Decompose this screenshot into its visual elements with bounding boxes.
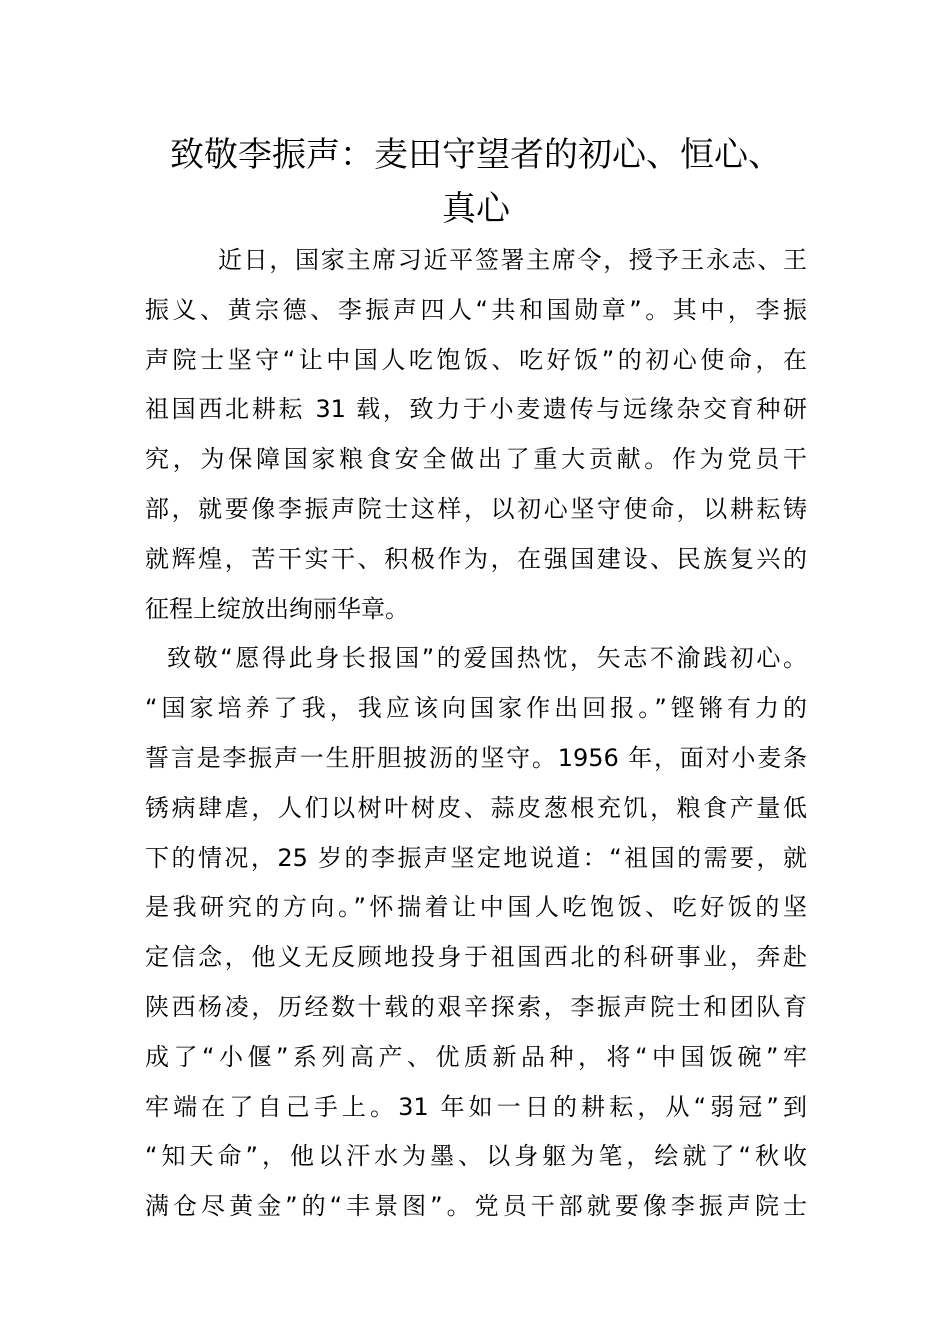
- text-line: 声院士坚守“让中国人吃饱饭、吃好饭”的初心使命，在: [145, 345, 807, 374]
- text-line: 振义、黄宗德、李振声四人“共和国勋章”。其中，李振: [145, 295, 807, 324]
- text-line: 祖国西北耕耘 31 载，致力于小麦遗传与远缘杂交育种研: [145, 395, 807, 424]
- text-line: 近日，国家主席习近平签署主席令，授予王永志、王: [218, 246, 807, 274]
- text-line: 成了“小偃”系列高产、优质新品种，将“中国饭碗”牢: [145, 1042, 807, 1071]
- document-title: [145, 128, 807, 236]
- text-line: 定信念，他义无反顾地投身于祖国西北的科研事业，奔赴: [145, 943, 807, 972]
- text-line: 究，为保障国家粮食安全做出了重大贡献。作为党员干: [145, 445, 807, 474]
- text-line: 满仓尽黄金”的“丰景图”。党员干部就要像李振声院士: [145, 1192, 807, 1221]
- text-line: 征程上绽放出绚丽华章。: [145, 594, 409, 623]
- text-line: 锈病肆虐，人们以树叶树皮、蒜皮葱根充饥，粮食产量低: [145, 793, 807, 822]
- text-line: 下的情况，25 岁的李振声坚定地说道：“祖国的需要，就: [145, 843, 807, 872]
- paragraph-intro: [145, 236, 807, 634]
- text-line: 誓言是李振声一生肝胆披沥的坚守。1956 年，面对小麦条: [145, 743, 807, 772]
- paragraph-patriotism: [145, 634, 807, 1232]
- text-line: 牢端在了自己手上。31 年如一日的耕耘，从“弱冠”到: [145, 1092, 807, 1121]
- text-line: 致敬“愿得此身长报国”的爱国热忱，矢志不渝践初心。: [167, 644, 807, 673]
- document-page: [145, 128, 807, 1232]
- text-line: 就辉煌，苦干实干、积极作为，在强国建设、民族复兴的: [145, 544, 807, 573]
- title-line: 致敬李振声：麦田守望者的初心、恒心、: [170, 135, 782, 175]
- text-line: 部，就要像李振声院士这样，以初心坚守使命，以耕耘铸: [145, 494, 807, 523]
- title-line: 真心: [442, 189, 510, 229]
- text-line: 是我研究的方向。”怀揣着让中国人吃饱饭、吃好饭的坚: [145, 893, 807, 922]
- text-line: 陕西杨凌，历经数十载的艰辛探索，李振声院士和团队育: [145, 992, 807, 1021]
- text-line: “国家培养了我，我应该向国家作出回报。”铿锵有力的: [145, 694, 807, 723]
- text-line: “知天命”，他以汗水为墨、以身躯为笔，绘就了“秋收: [145, 1142, 807, 1171]
